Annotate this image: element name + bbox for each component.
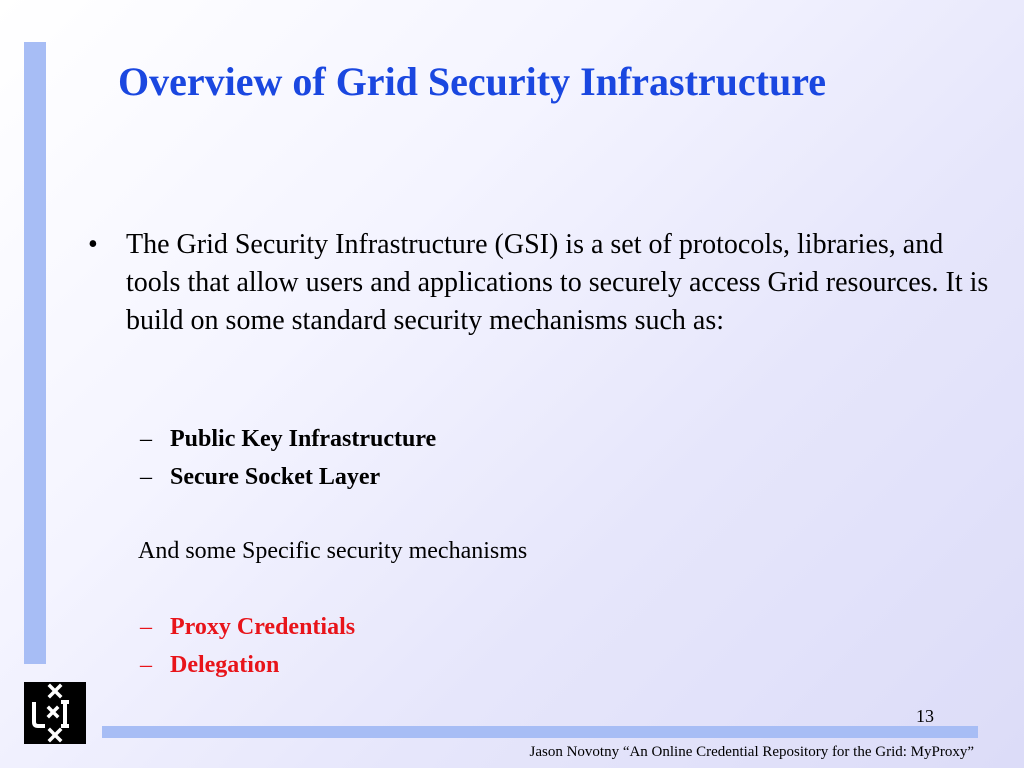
sub-item-label: Proxy Credentials: [170, 614, 356, 640]
bullet-marker: •: [88, 229, 98, 260]
sub-item-secure-socket-layer: [140, 464, 380, 491]
sub-item-label: Delegation: [170, 652, 280, 678]
bullet-text: The Grid Security Infrastructure (GSI) is a set of protocols, libraries, and tools that allow users and applications to securely access Grid resources. It is build on some standard security mechanisms such as:: [126, 229, 989, 336]
footer-citation: Jason Novotny “An Online Credential Repository for the Grid: MyProxy”: [529, 744, 974, 760]
university-logo-icon: [24, 682, 86, 744]
bottom-accent-bar: [102, 726, 978, 738]
sub-item-label: Secure Socket Layer: [170, 464, 381, 490]
sub-item-delegation: [140, 652, 279, 679]
sub-item-dash: –: [140, 614, 152, 640]
sub-item-dash: –: [140, 464, 152, 490]
sub-item-dash: –: [140, 652, 152, 678]
sub-item-dash: –: [140, 426, 152, 452]
specific-mechanisms-intro: And some Specific security mechanisms: [138, 538, 528, 564]
sub-item-label: Public Key Infrastructure: [170, 426, 437, 452]
sub-item-proxy-credentials: [140, 614, 355, 641]
sub-item-public-key-infrastructure: [140, 426, 436, 453]
left-accent-bar: [24, 42, 46, 664]
page-number: 13: [916, 706, 934, 726]
slide-title: Overview of Grid Security Infrastructure: [118, 59, 826, 104]
